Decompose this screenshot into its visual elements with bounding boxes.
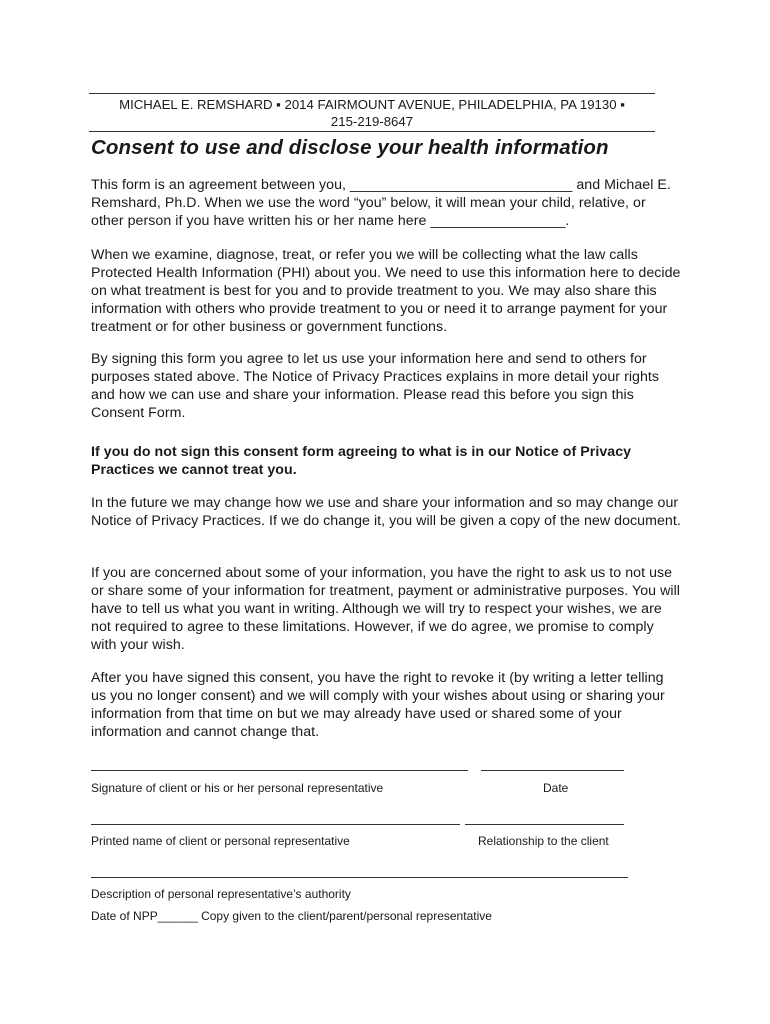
printed-name-line[interactable] xyxy=(91,824,460,825)
date-line[interactable] xyxy=(481,770,624,771)
date-label: Date xyxy=(543,781,569,795)
npp-copy-line: Date of NPP______ Copy given to the client/parent/personal representative xyxy=(91,909,492,923)
printed-name-label: Printed name of client or personal representative xyxy=(91,834,350,848)
authority-line[interactable] xyxy=(91,877,628,878)
practice-header xyxy=(89,93,655,132)
header-address: MICHAEL E. REMSHARD ▪ 2014 FAIRMOUNT AVENUE, PHILADELPHIA, PA 19130 ▪ xyxy=(119,97,625,112)
header-phone: 215-219-8647 xyxy=(330,114,414,129)
agreement-paragraph: This form is an agreement between you, ____________________________ and Michael E. Remshard, Ph.D. When we use the word “you” below, it will mean your child, relative, or other person if you have written his or her name here _________________. xyxy=(91,177,671,229)
restrictions-paragraph: If you are concerned about some of your information, you have the right to ask us to not use or share some of your information for treatment, payment or administrative purposes. You will have to tell us what you want in writing. Although we will try to respect your wishes, we are not required to agree to these limitations. However, if we do agree, we promise to comply with your wish. xyxy=(91,565,680,653)
signature-line[interactable] xyxy=(91,770,468,771)
form-title: Consent to use and disclose your health information xyxy=(91,136,609,159)
phi-paragraph: When we examine, diagnose, treat, or refer you we will be collecting what the law calls Protected Health Information (PHI) about you. We need to use this information here to decide on what treatment is best for you and to provide treatment to you. We may also share this information with others who provide treatment to you or need it to arrange payment for your treatment or for other business or government functions. xyxy=(91,247,681,335)
signing-paragraph: By signing this form you agree to let us use your information here and send to others for purposes stated above. The Notice of Privacy Practices explains in more detail your rights and how we can use and share your information. Please read this before you sign this Consent Form. xyxy=(91,351,660,421)
revocation-paragraph: After you have signed this consent, you have the right to revoke it (by writing a letter telling us you no longer consent) and we will comply with your wishes about using or sharing your information from that time on but we may already have used or shared some of your information and cannot change that. xyxy=(91,670,665,740)
relationship-label: Relationship to the client xyxy=(478,834,609,848)
warning-paragraph: If you do not sign this consent form agreeing to what is in our Notice of Privacy Practices we cannot treat you. xyxy=(91,444,632,478)
relationship-line[interactable] xyxy=(465,824,624,825)
future-changes-paragraph: In the future we may change how we use and share your information and so may change our Notice of Privacy Practices. If we do change it, you will be given a copy of the new document. xyxy=(91,495,681,529)
authority-label: Description of personal representative’s authority xyxy=(91,887,351,901)
signature-label: Signature of client or his or her personal representative xyxy=(91,781,384,795)
